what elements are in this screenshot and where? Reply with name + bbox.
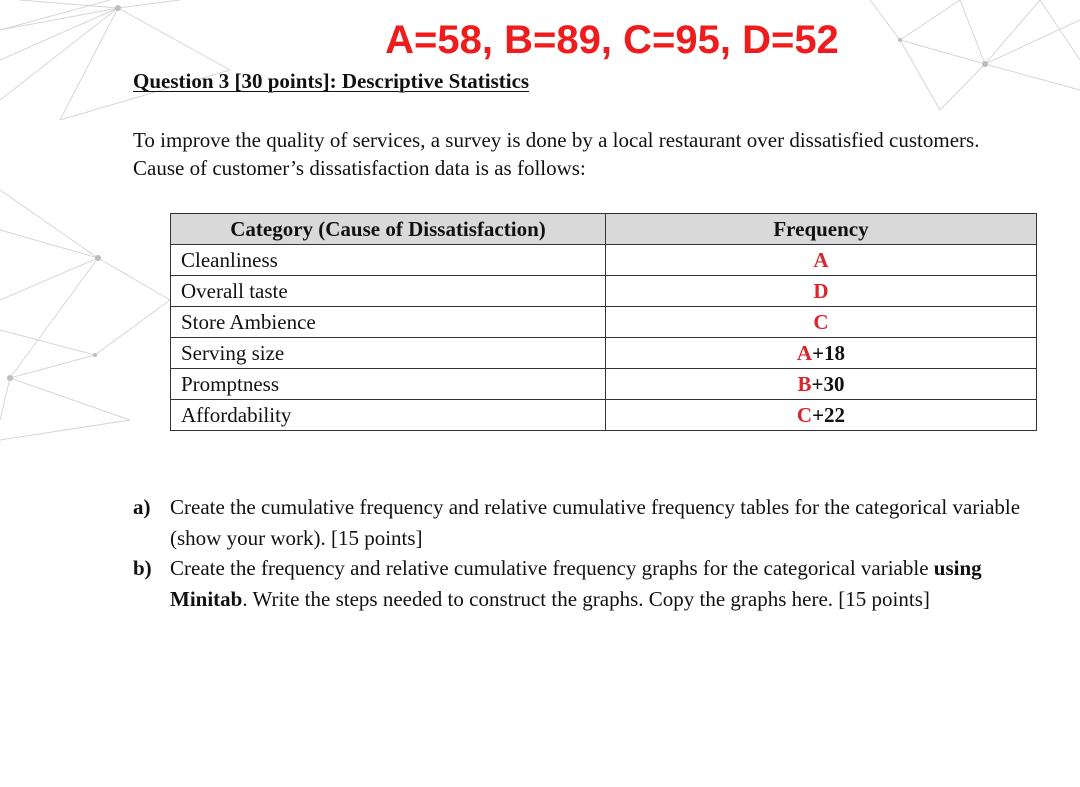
part-a-text: Create the cumulative frequency and relative cumulative frequency tables for the categorical variable (show your work). [15 points] [170, 495, 1021, 550]
part-b-text-before: Create the frequency and relative cumulative frequency graphs for the categorical variable [170, 556, 934, 580]
frequency-variable: C [796, 403, 813, 427]
category-cell: Store Ambience [171, 307, 606, 338]
category-cell: Serving size [171, 338, 606, 369]
frequency-variable: C [813, 310, 829, 334]
table-row [171, 369, 1037, 400]
frequency-variable: B [797, 372, 812, 396]
part-b-text [170, 553, 1053, 614]
variable-values-line: A=58, B=89, C=95, D=52 [385, 18, 839, 62]
frequency-offset: +30 [811, 372, 845, 396]
part-b [133, 553, 1053, 614]
table-row [171, 276, 1037, 307]
frequency-cell [606, 307, 1037, 338]
category-cell: Promptness [171, 369, 606, 400]
frequency-offset: +18 [812, 341, 846, 365]
frequency-column-header: Frequency [606, 214, 1037, 245]
frequency-cell [606, 338, 1037, 369]
table-row [171, 338, 1037, 369]
frequency-offset: +22 [812, 403, 846, 427]
part-a [133, 492, 1053, 553]
frequency-table [170, 213, 1037, 431]
table-row [171, 245, 1037, 276]
category-column-header: Category (Cause of Dissatisfaction) [171, 214, 606, 245]
frequency-cell [606, 400, 1037, 431]
question-intro: To improve the quality of services, a survey is done by a local restaurant over dissatisfied customers. Cause of customer’s dissatisfaction data is as follows: [133, 128, 980, 180]
table-row [171, 307, 1037, 338]
frequency-variable: A [813, 248, 829, 272]
frequency-cell [606, 276, 1037, 307]
question-title: Question 3 [30 points]: Descriptive Statistics [133, 69, 530, 93]
frequency-cell [606, 369, 1037, 400]
frequency-variable: D [813, 279, 829, 303]
category-cell: Cleanliness [171, 245, 606, 276]
frequency-variable: A [796, 341, 813, 365]
frequency-cell [606, 245, 1037, 276]
part-b-text-bold: using Minitab [170, 556, 982, 611]
category-cell: Overall taste [171, 276, 606, 307]
part-b-text-after: . Write the steps needed to construct the graphs. Copy the graphs here. [15 points] [242, 586, 930, 611]
part-a-label: a) [133, 495, 151, 519]
part-b-label: b) [133, 556, 152, 580]
table-header-row [171, 214, 1037, 245]
question-parts [133, 492, 1053, 614]
table-row [171, 400, 1037, 431]
category-cell: Affordability [171, 400, 606, 431]
